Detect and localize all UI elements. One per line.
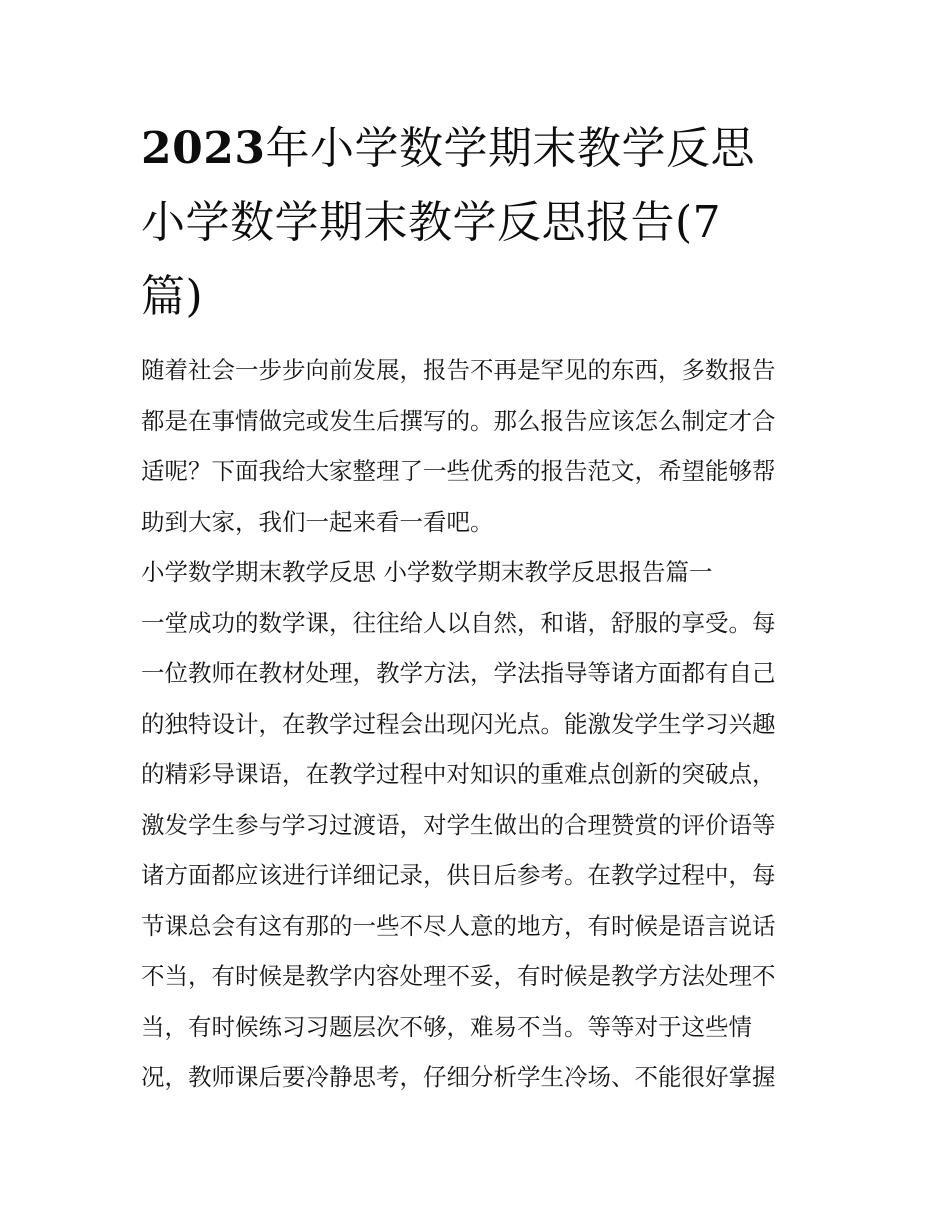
intro-line: 适呢？下面我给大家整理了一些优秀的报告范文，希望能够帮 [141,457,776,485]
intro-line: 助到大家，我们一起来看一看吧。 [141,507,494,536]
intro-paragraph [141,345,813,547]
intro-line: 随着社会一步步向前发展，报告不再是罕见的东西，多数报告 [141,356,776,384]
body-line: 况，教师课后要冷静思考，仔细分析学生冷场、不能很好掌握 [141,1063,776,1091]
body-line: 的精彩导课语，在教学过程中对知识的重难点创新的突破点， [141,760,776,788]
title-line-2: 小学数学期末教学反思报告(7 [141,197,722,248]
body-line: 诸方面都应该进行详细记录，供日后参考。在教学过程中，每 [141,861,776,889]
section-heading: 小学数学期末教学反思 小学数学期末教学反思报告篇一 [141,558,713,586]
title-year: 2023 [141,123,266,174]
body-line: 当，有时候练习习题层次不够，难易不当。等等对于这些情 [141,1012,752,1041]
document-title [141,112,813,334]
title-line-1 [141,112,813,186]
document-content [141,112,813,1103]
body-line: 不当，有时候是教学内容处理不妥，有时候是教学方法处理不 [141,962,776,990]
body-paragraph [141,598,813,1103]
body-line: 一位教师在教材处理，教学方法，学法指导等诸方面都有自己 [141,659,776,687]
body-line: 的独特设计，在教学过程会出现闪光点。能激发学生学习兴趣 [141,709,776,738]
document-body [141,345,813,1103]
intro-line: 都是在事情做完或发生后撰写的。那么报告应该怎么制定才合 [141,406,776,435]
body-line: 一堂成功的数学课，往往给人以自然，和谐，舒服的享受。每 [141,608,776,637]
body-line: 节课总会有这有那的一些不尽人意的地方，有时候是语言说话 [141,911,776,940]
title-line-1-text: 年小学数学期末教学反思 [265,123,755,174]
body-line: 激发学生参与学习过渡语，对学生做出的合理赞赏的评价语等 [141,810,776,839]
title-line-3: 篇) [141,271,204,322]
